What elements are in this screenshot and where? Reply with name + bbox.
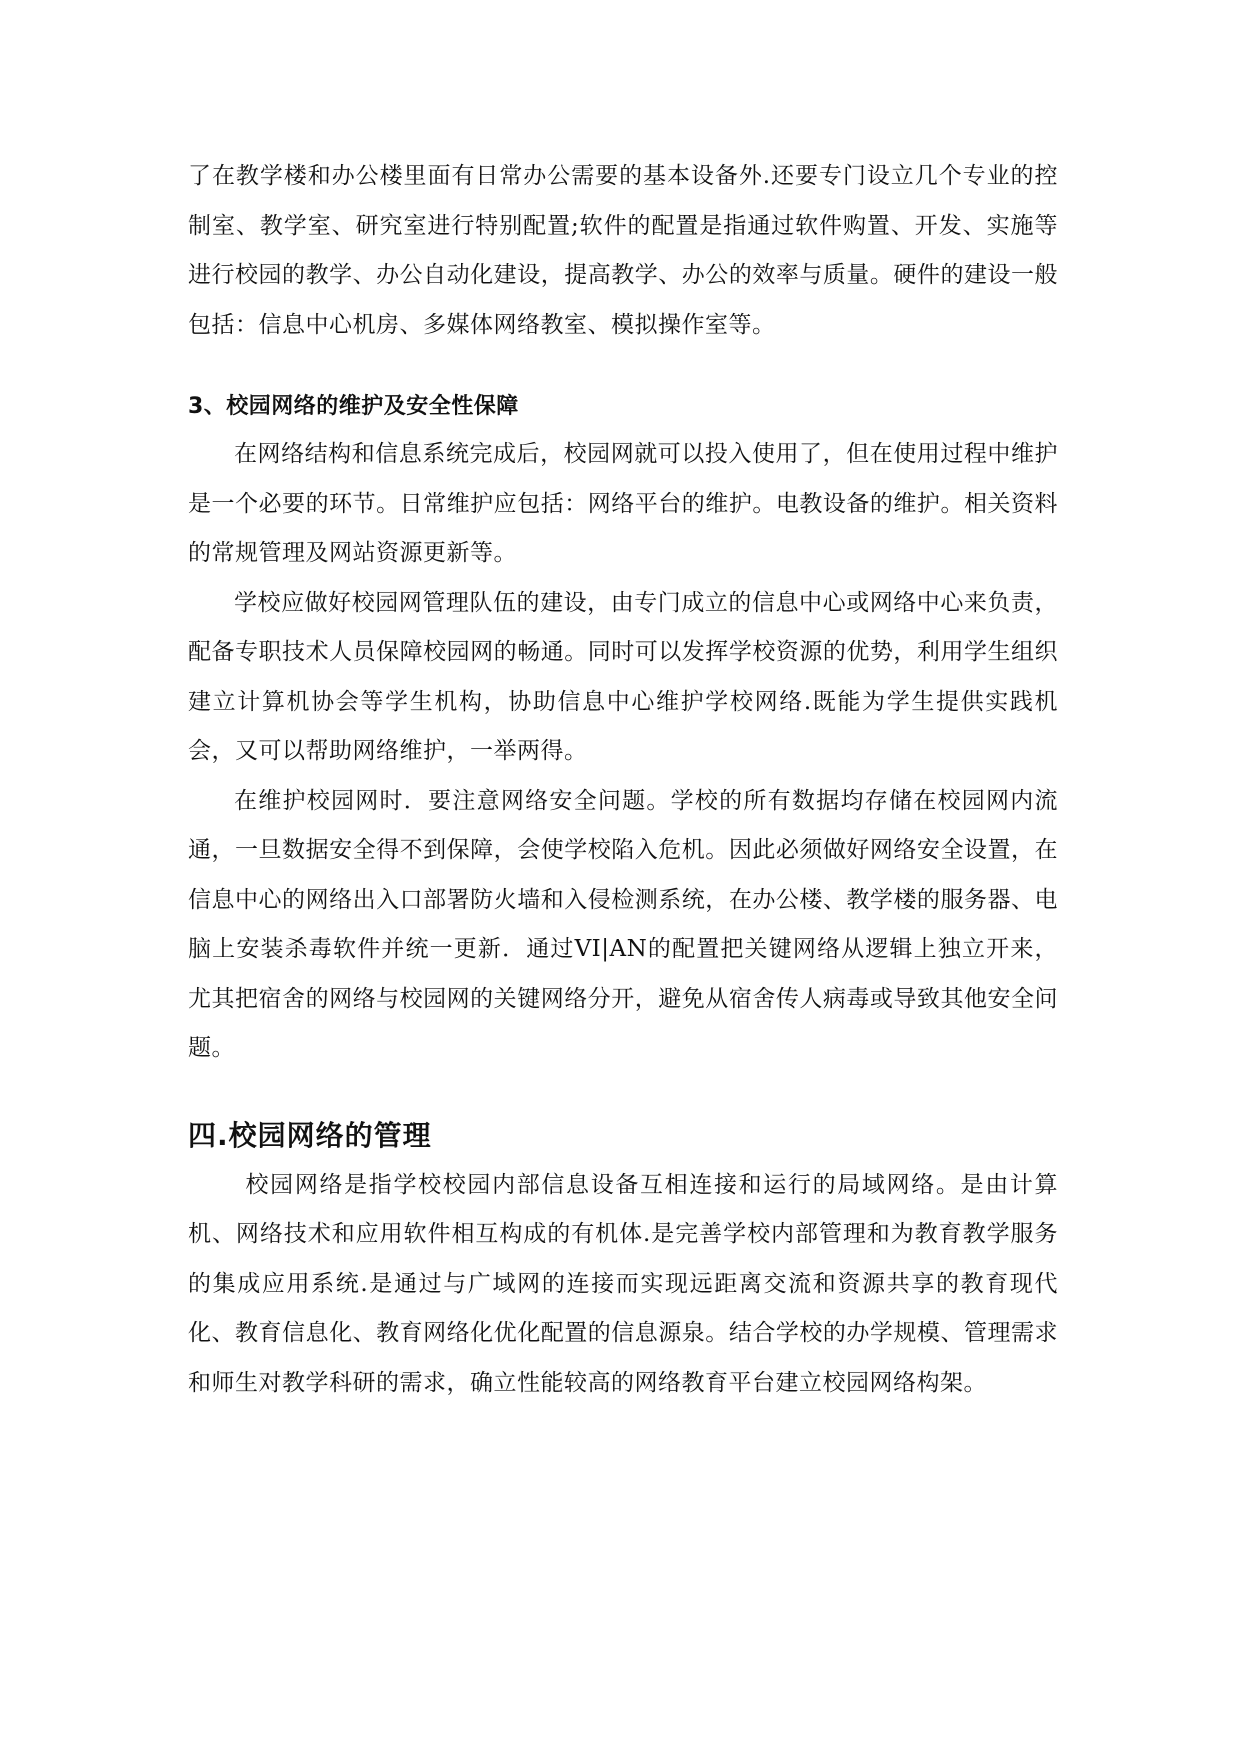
document-page [188,152,1058,1408]
paragraph-network-security: 在维护校园网时．要注意网络安全问题。学校的所有数据均存储在校园网内流通，一旦数据安全得不到保障，会使学校陷入危机。因此必须做好网络安全设置，在信息中心的网络出入口部署防火墙和入侵检测系统，在办公楼、教学楼的服务器、电脑上安装杀毒软件并统一更新．通过VI|AN的配置把关键网络从逻辑上独立开来，尤其把宿舍的网络与校园网的关键网络分开，避免从宿舍传人病毒或导致其他安全问题。 [188,787,1058,1061]
paragraph-management-team: 学校应做好校园网管理队伍的建设，由专门成立的信息中心或网络中心来负责，配备专职技术人员保障校园网的畅通。同时可以发挥学校资源的优势，利用学生组织建立计算机协会等学生机构，协助信息中心维护学校网络.既能为学生提供实践机会，又可以帮助网络维护，一举两得。 [188,589,1058,764]
subsection-heading-maintenance: 3、校园网络的维护及安全性保障 [188,394,519,419]
paragraph-hardware-software: 了在教学楼和办公楼里面有日常办公需要的基本设备外.还要专门设立几个专业的控制室、教学室、研究室进行特别配置;软件的配置是指通过软件购置、开发、实施等进行校园的教学、办公自动化建设，提高教学、办公的效率与质量。硬件的建设一般包括：信息中心机房、多媒体网络教室、模拟操作室等。 [188,163,1058,338]
paragraph-maintenance: 在网络结构和信息系统完成后，校园网就可以投入使用了，但在使用过程中维护是一个必要的环节。日常维护应包括：网络平台的维护。电教设备的维护。相关资料的常规管理及网站资源更新等。 [188,441,1058,566]
paragraph-campus-network-definition: 校园网络是指学校校园内部信息设备互相连接和运行的局域网络。是由计算机、网络技术和应用软件相互构成的有机体.是完善学校内部管理和为教育教学服务的集成应用系统.是通过与广域网的连接而实现远距离交流和资源共享的教育现代化、教育信息化、教育网络化优化配置的信息源泉。结合学校的办学规模、管理需求和师生对教学科研的需求，确立性能较高的网络教育平台建立校园网络构架。 [188,1171,1058,1396]
section-heading-campus-network-management: 四.校园网络的管理 [188,1118,432,1152]
